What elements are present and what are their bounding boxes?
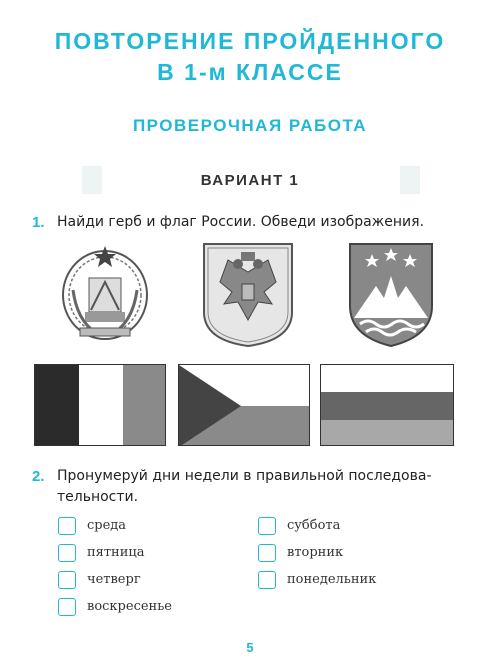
day-label-thursday: четверг xyxy=(87,572,141,587)
task2-number: 2. xyxy=(32,468,45,485)
emblem-north-korea[interactable] xyxy=(55,240,155,345)
emblem-russia[interactable] xyxy=(198,242,298,347)
task2-text-line1: Пронумеруй дни недели в правильной последова- xyxy=(57,468,432,484)
page-title-line1: ПОВТОРЕНИЕ ПРОЙДЕННОГО xyxy=(54,28,446,54)
flag-vertical-tricolor[interactable] xyxy=(34,364,166,446)
day-label-friday: пятница xyxy=(87,545,145,560)
day-checkbox-tuesday[interactable] xyxy=(258,544,276,562)
day-label-tuesday: вторник xyxy=(287,545,344,560)
variant-label: ВАРИАНТ 1 xyxy=(200,172,300,189)
flag-vertical-tricolor-icon xyxy=(35,365,166,446)
day-label-monday: понедельник xyxy=(287,572,377,587)
flag-russia[interactable] xyxy=(320,364,454,446)
day-checkbox-saturday[interactable] xyxy=(258,517,276,535)
task2-text-line2: тельности. xyxy=(57,489,139,505)
flag-czech[interactable] xyxy=(178,364,310,446)
page-subtitle: ПРОВЕРОЧНАЯ РАБОТА xyxy=(132,116,368,135)
day-label-wednesday: среда xyxy=(87,518,127,533)
day-checkbox-sunday[interactable] xyxy=(58,598,76,616)
emblem-north-korea-icon xyxy=(55,240,155,345)
emblem-slovenia[interactable] xyxy=(346,240,436,348)
flag-russia-icon xyxy=(321,365,454,446)
page-number: 5 xyxy=(246,640,254,655)
day-checkbox-thursday[interactable] xyxy=(58,571,76,589)
task1-text: Найди герб и флаг России. Обведи изображения. xyxy=(57,214,425,230)
day-label-saturday: суббота xyxy=(287,518,341,533)
day-checkbox-wednesday[interactable] xyxy=(58,517,76,535)
task1-number: 1. xyxy=(32,214,45,231)
emblem-slovenia-icon xyxy=(346,240,436,348)
page-title-line2: В 1-м КЛАССЕ xyxy=(157,59,343,85)
flag-czech-icon xyxy=(179,365,310,446)
day-label-sunday: воскресенье xyxy=(87,599,172,614)
day-checkbox-monday[interactable] xyxy=(258,571,276,589)
emblem-russia-icon xyxy=(198,242,298,347)
day-checkbox-friday[interactable] xyxy=(58,544,76,562)
